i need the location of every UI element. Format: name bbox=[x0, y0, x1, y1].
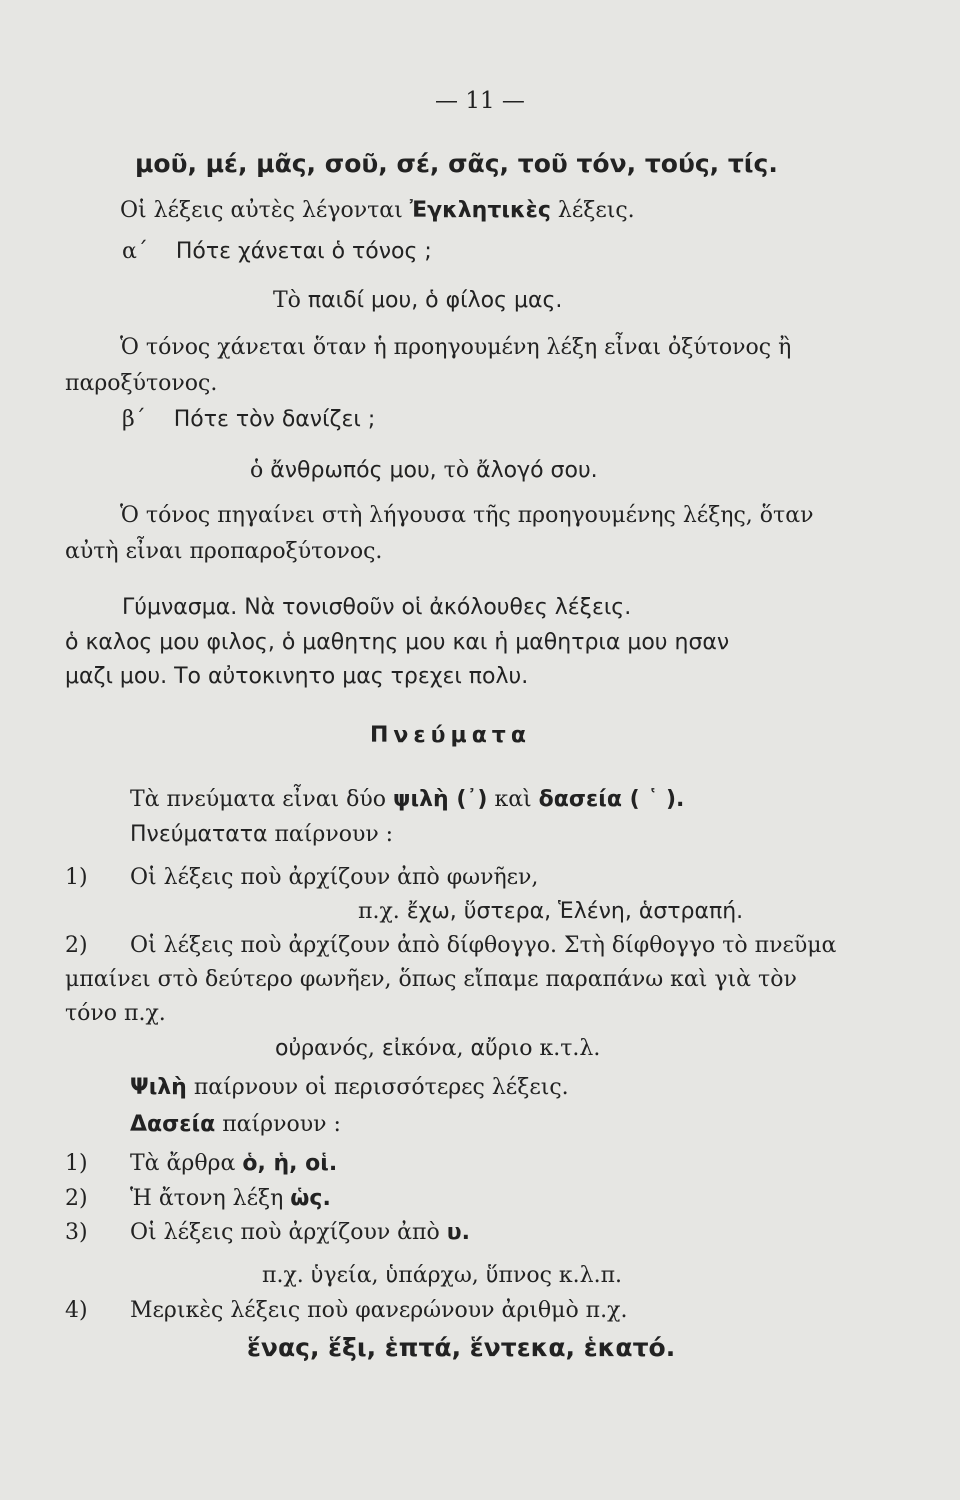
exercise-line: μαζι μου. Το αὐτοκινητο μας τρεχει πολυ. bbox=[65, 664, 529, 689]
list-number: 2) bbox=[65, 933, 88, 958]
example-line: Τὸ παιδί μου, ὁ φίλος μας. bbox=[273, 288, 563, 313]
list-number: 4) bbox=[65, 1298, 88, 1323]
section-heading: Πνεύματα bbox=[370, 723, 531, 748]
text-line: Ψιλὴ παίρνουν οἱ περισσότερες λέξεις. bbox=[130, 1075, 569, 1100]
text-line: Πνεύματατα παίρνουν : bbox=[130, 822, 394, 847]
list-item: Οἱ λέξεις ποὺ ἀρχίζουν ἀπὸ φωνῆεν, bbox=[130, 865, 539, 890]
exercise-line: ὁ καλος μου φιλος, ὁ μαθητης μου και ἡ μαθητρια μου ησαν bbox=[65, 630, 730, 655]
list-item: Οἱ λέξεις ποὺ ἀρχίζουν ἀπὸ δίφθογγο. Στὴ δίφθογγο τὸ πνεῦμα bbox=[130, 933, 837, 958]
question-b: β΄ Πότε τὸν δανίζει ; bbox=[122, 407, 376, 432]
question-a: α΄ Πότε χάνεται ὁ τόνος ; bbox=[122, 239, 432, 264]
exercise-title: Γύμνασμα. Νὰ τονισθοῦν οἱ ἀκόλουθες λέξεις. bbox=[122, 595, 632, 620]
section-marker-a: α΄ bbox=[122, 239, 148, 264]
text-line: Δασεία παίρνουν : bbox=[130, 1112, 341, 1137]
list-number: 1) bbox=[65, 1151, 88, 1176]
text-line: τόνο π.χ. bbox=[65, 1001, 166, 1026]
numbers-example: ἕνας, ἕξι, ἑπτά, ἕντεκα, ἑκατό. bbox=[247, 1333, 676, 1362]
example-line: ὁ ἄνθρωπός μου, τὸ ἄλογό σου. bbox=[250, 458, 598, 483]
text-line: Οἱ λέξεις αὐτὲς λέγονται Ἐγκλητικὲς λέξεις. bbox=[120, 198, 635, 223]
text-line: μπαίνει στὸ δεύτερο φωνῆεν, ὅπως εἴπαμε παραπάνω καὶ γιὰ τὸν bbox=[65, 967, 797, 992]
text-line: Ὁ τόνος χάνεται ὅταν ἡ προηγουμένη λέξη εἶναι ὀξύτονος ἢ bbox=[120, 335, 792, 360]
text-line: αὐτὴ εἶναι προπαροξύτονος. bbox=[65, 539, 383, 564]
example-line: οὐρανός, εἰκόνα, αὔριο κ.τ.λ. bbox=[275, 1036, 601, 1061]
list-number: 3) bbox=[65, 1220, 88, 1245]
example-line: π.χ. ὑγεία, ὑπάρχω, ὕπνος κ.λ.π. bbox=[262, 1263, 623, 1288]
text-line: Ὁ τόνος πηγαίνει στὴ λήγουσα τῆς προηγουμένης λέξης, ὅταν bbox=[120, 503, 814, 528]
list-item: Τὰ ἄρθρα ὁ, ἡ, οἱ. bbox=[130, 1151, 338, 1176]
text-line: Τὰ πνεύματα εἶναι δύο ψιλὴ (᾿) καὶ δασεία ( ῾ ). bbox=[130, 787, 685, 812]
list-item: Μερικὲς λέξεις ποὺ φανερώνουν ἀριθμὸ π.χ. bbox=[130, 1298, 628, 1323]
list-item: Οἱ λέξεις ποὺ ἀρχίζουν ἀπὸ υ. bbox=[130, 1220, 470, 1245]
enclitic-list: μοῦ, μέ, μᾶς, σοῦ, σέ, σᾶς, τοῦ τόν, τούς, τίς. bbox=[135, 149, 778, 178]
list-number: 1) bbox=[65, 865, 88, 890]
section-marker-b: β΄ bbox=[122, 407, 146, 432]
page-number: — 11 — bbox=[435, 88, 525, 114]
list-number: 2) bbox=[65, 1186, 88, 1211]
text-line: παροξύτονος. bbox=[65, 371, 218, 396]
example-line: π.χ. ἔχω, ὕστερα, Ἑλένη, ἁστραπή. bbox=[358, 899, 744, 924]
list-item: Ἡ ἄτονη λέξη ὡς. bbox=[130, 1186, 331, 1211]
